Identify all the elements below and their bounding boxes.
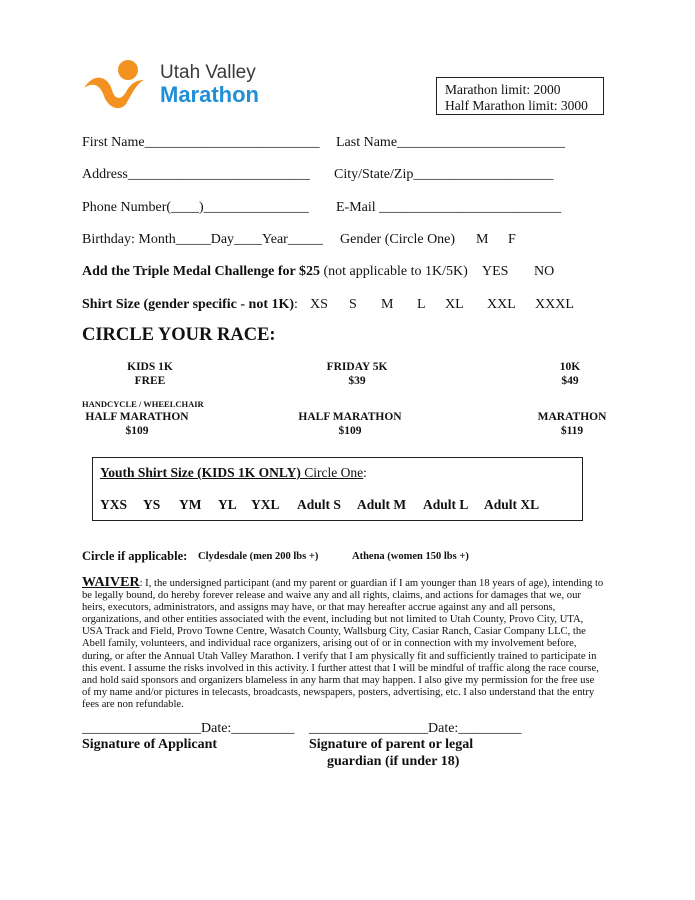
athena-option[interactable]: Athena (women 150 lbs +) xyxy=(352,551,469,562)
youth-size-ys[interactable]: YS xyxy=(143,497,161,512)
youth-size-adult-l[interactable]: Adult L xyxy=(423,497,469,512)
youth-size-adult-xl[interactable]: Adult XL xyxy=(484,497,540,512)
guardian-signature-label-2: guardian (if under 18) xyxy=(327,754,460,769)
address-field[interactable]: Address__________________________ xyxy=(82,167,310,182)
phone-field[interactable]: Phone Number(____)_______________ xyxy=(82,200,309,215)
youth-shirt-title-line xyxy=(100,465,367,481)
clydesdale-option[interactable]: Clydesdale (men 200 lbs +) xyxy=(198,551,319,562)
race-kids-price: FREE xyxy=(134,375,166,387)
waiver-title: WAIVER xyxy=(82,575,140,590)
race-kids-name: KIDS 1K xyxy=(127,361,173,373)
race-half-marathon[interactable] xyxy=(290,410,410,438)
race-10k-name: 10K xyxy=(559,361,581,373)
race-friday-5k[interactable] xyxy=(317,360,397,388)
gender-f-option[interactable]: F xyxy=(508,232,516,247)
half-marathon-limit: Half Marathon limit: 3000 xyxy=(445,98,588,113)
youth-size-adult-m[interactable]: Adult M xyxy=(357,497,407,512)
youth-size-yxs[interactable]: YXS xyxy=(100,497,128,512)
race-handcycle[interactable] xyxy=(82,399,212,438)
youth-shirt-title: Youth Shirt Size (KIDS 1K ONLY) xyxy=(100,465,301,480)
shirt-size-xxl[interactable]: XXL xyxy=(487,297,516,312)
youth-size-yxl[interactable]: YXL xyxy=(251,497,280,512)
race-kids-1k[interactable] xyxy=(110,360,190,388)
email-field[interactable]: E-Mail __________________________ xyxy=(336,200,562,215)
gender-m-option[interactable]: M xyxy=(476,232,489,247)
city-state-zip-field[interactable]: City/State/Zip____________________ xyxy=(334,167,554,182)
limits-box xyxy=(436,77,604,115)
gender-label: Gender (Circle One) xyxy=(340,232,456,247)
race-10k[interactable] xyxy=(540,360,600,388)
birthday-field[interactable]: Birthday: Month_____Day____Year_____ xyxy=(82,232,323,247)
shirt-size-l[interactable]: L xyxy=(417,297,426,312)
first-name-field[interactable]: First Name_________________________ xyxy=(82,135,320,150)
logo xyxy=(82,58,282,110)
youth-shirt-circle: Circle One xyxy=(300,465,364,480)
race-10k-price: $49 xyxy=(561,375,579,387)
youth-shirt-box xyxy=(92,457,583,521)
race-marathon[interactable] xyxy=(532,410,612,438)
youth-size-ym[interactable]: YM xyxy=(179,497,202,512)
race-handcycle-price: $109 xyxy=(125,425,149,437)
race-half-price: $109 xyxy=(338,425,362,437)
race-friday5k-price: $39 xyxy=(348,375,366,387)
triple-medal-label: Add the Triple Medal Challenge for $25 xyxy=(82,264,320,279)
logo-line1: Utah Valley xyxy=(160,62,256,83)
race-handcycle-pre: HANDCYCLE / WHEELCHAIR xyxy=(82,399,204,409)
shirt-size-colon: : xyxy=(294,297,298,312)
last-name-field[interactable]: Last Name________________________ xyxy=(336,135,566,150)
triple-medal-note: (not applicable to 1K/5K) xyxy=(320,264,468,279)
applicant-signature-label: Signature of Applicant xyxy=(82,737,218,752)
shirt-size-label: Shirt Size (gender specific - not 1K) xyxy=(82,297,295,312)
triple-yes-option[interactable]: YES xyxy=(482,264,509,279)
race-marathon-price: $119 xyxy=(560,425,584,437)
youth-size-yl[interactable]: YL xyxy=(218,497,237,512)
circle-your-race-title: CIRCLE YOUR RACE: xyxy=(82,325,276,345)
waiver-text: : I, the undersigned participant (and my parent or guardian if I am younger than 18 years of age), intending to be legally bound, do hereby forever release and waive any and all rights, claims, and actions for damages that we, our heirs, executors, administrators, and assigns may have, or that may hereafter accrue against any and all persons, organizations, and other entities associated with the event, including but not limited to Utah County, Provo City, UTA, USA Track and Field, Provo Towne Centre, Wasatch County, Wallsburg City, Casiar Ranch, Casiar Company LLC, the Abell family, volunteers, and individual race organizers, arising out of or in connection with my involvement before, during, or after the Annual Utah Valley Marathon. I verify that I am physically fit and sufficiently trained to participate in this event. I assume the risks involved in this activity. I further attest that I will be mindful of traffic along the race course, and hold said sponsors and organizers blameless in any harm that may happen. I also give my permission for the free use of my name and/or pictures in telecasts, broadcasts, newspapers, posters, advertising, etc. I also understand that the entry fees are non refundable. xyxy=(82,578,604,710)
shirt-size-xxxl[interactable]: XXXL xyxy=(535,297,574,312)
shirt-size-xl[interactable]: XL xyxy=(445,297,464,312)
race-handcycle-name: HALF MARATHON xyxy=(85,411,189,423)
waiver-paragraph xyxy=(82,577,604,711)
guardian-signature-label-1: Signature of parent or legal xyxy=(309,737,474,752)
applicant-signature-line[interactable]: _________________Date:_________ xyxy=(82,721,295,736)
logo-line2: Marathon xyxy=(160,82,259,107)
youth-size-adult-s[interactable]: Adult S xyxy=(297,497,341,512)
guardian-signature-line[interactable]: _________________Date:_________ xyxy=(309,721,522,736)
race-half-name: HALF MARATHON xyxy=(298,411,402,423)
runner-logo-icon xyxy=(82,58,162,110)
applicable-label: Circle if applicable: xyxy=(82,549,188,563)
triple-no-option[interactable]: NO xyxy=(534,264,555,279)
shirt-size-s[interactable]: S xyxy=(349,297,357,312)
shirt-size-m[interactable]: M xyxy=(381,297,394,312)
shirt-size-xs[interactable]: XS xyxy=(310,297,328,312)
marathon-limit: Marathon limit: 2000 xyxy=(445,82,561,97)
shirt-size-line xyxy=(82,297,298,313)
youth-shirt-colon: : xyxy=(363,465,367,480)
race-friday5k-name: FRIDAY 5K xyxy=(326,361,388,373)
triple-medal-line xyxy=(82,264,468,280)
race-marathon-name: MARATHON xyxy=(537,411,607,423)
